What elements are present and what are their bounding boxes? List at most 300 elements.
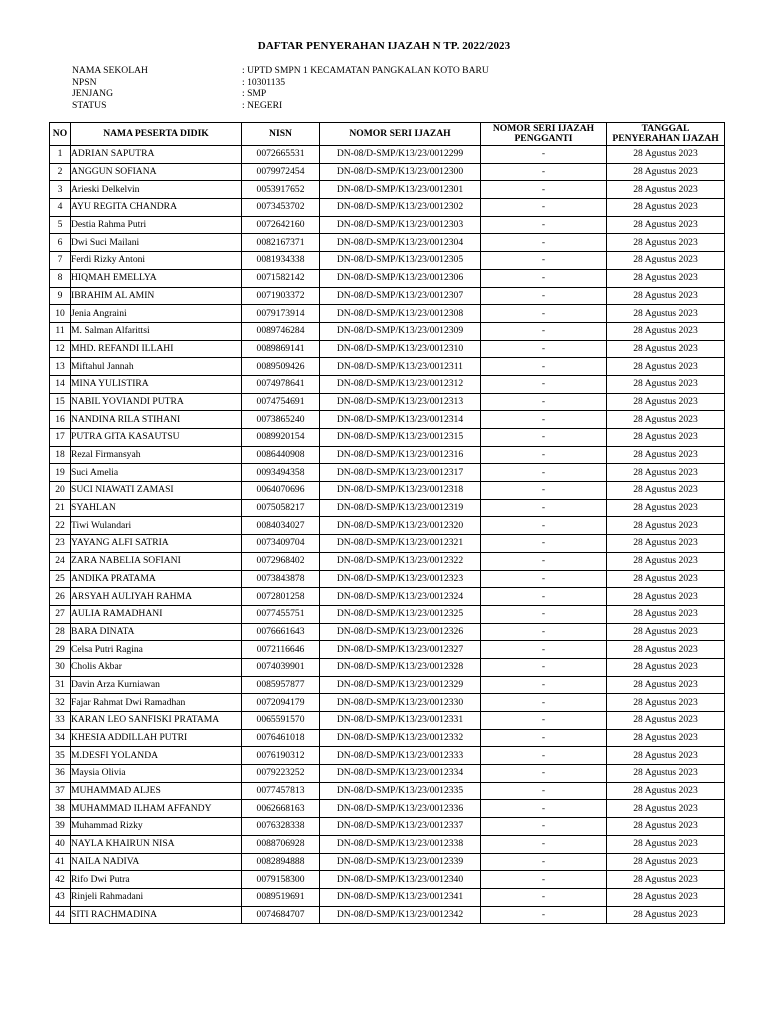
table-row <box>50 269 725 287</box>
table-row <box>50 322 725 340</box>
serial-number: DN-08/D-SMP/K13/23/0012330 <box>320 694 481 712</box>
student-name: Maysia Olivia <box>71 765 242 783</box>
student-name: YAYANG ALFI SATRIA <box>71 535 242 553</box>
handover-date: 28 Agustus 2023 <box>607 623 725 641</box>
nisn-value: 0072094179 <box>242 694 320 712</box>
table-row <box>50 552 725 570</box>
handover-date: 28 Agustus 2023 <box>607 871 725 889</box>
nisn-value: 0065591570 <box>242 712 320 730</box>
nisn-value: 0079158300 <box>242 871 320 889</box>
table-row <box>50 747 725 765</box>
serial-number: DN-08/D-SMP/K13/23/0012317 <box>320 464 481 482</box>
serial-number: DN-08/D-SMP/K13/23/0012342 <box>320 906 481 924</box>
row-number: 13 <box>50 358 71 376</box>
nisn-value: 0081934338 <box>242 252 320 270</box>
handover-date: 28 Agustus 2023 <box>607 199 725 217</box>
replacement-serial: - <box>481 800 607 818</box>
diploma-table <box>49 122 725 924</box>
serial-number: DN-08/D-SMP/K13/23/0012338 <box>320 835 481 853</box>
nisn-value: 0073453702 <box>242 199 320 217</box>
row-number: 35 <box>50 747 71 765</box>
serial-number: DN-08/D-SMP/K13/23/0012312 <box>320 375 481 393</box>
replacement-serial: - <box>481 782 607 800</box>
replacement-serial: - <box>481 181 607 199</box>
replacement-serial: - <box>481 818 607 836</box>
handover-date: 28 Agustus 2023 <box>607 676 725 694</box>
student-name: Celsa Putri Ragina <box>71 641 242 659</box>
serial-number: DN-08/D-SMP/K13/23/0012336 <box>320 800 481 818</box>
handover-date: 28 Agustus 2023 <box>607 163 725 181</box>
handover-date: 28 Agustus 2023 <box>607 712 725 730</box>
student-name: Cholis Akbar <box>71 658 242 676</box>
serial-number: DN-08/D-SMP/K13/23/0012328 <box>320 658 481 676</box>
student-name: NANDINA RILA STIHANI <box>71 411 242 429</box>
handover-date: 28 Agustus 2023 <box>607 782 725 800</box>
table-row <box>50 340 725 358</box>
table-row <box>50 411 725 429</box>
handover-date: 28 Agustus 2023 <box>607 146 725 164</box>
row-number: 41 <box>50 853 71 871</box>
handover-date: 28 Agustus 2023 <box>607 499 725 517</box>
nisn-value: 0072968402 <box>242 552 320 570</box>
row-number: 21 <box>50 499 71 517</box>
row-number: 15 <box>50 393 71 411</box>
student-name: Jenia Angraini <box>71 305 242 323</box>
table-row <box>50 800 725 818</box>
table-row <box>50 605 725 623</box>
serial-number: DN-08/D-SMP/K13/23/0012315 <box>320 429 481 447</box>
nisn-value: 0076661643 <box>242 623 320 641</box>
table-row <box>50 252 725 270</box>
handover-date: 28 Agustus 2023 <box>607 287 725 305</box>
row-number: 27 <box>50 605 71 623</box>
handover-date: 28 Agustus 2023 <box>607 800 725 818</box>
replacement-serial: - <box>481 269 607 287</box>
nisn-value: 0089519691 <box>242 888 320 906</box>
serial-number: DN-08/D-SMP/K13/23/0012324 <box>320 588 481 606</box>
replacement-serial: - <box>481 429 607 447</box>
nisn-value: 0062668163 <box>242 800 320 818</box>
serial-number: DN-08/D-SMP/K13/23/0012322 <box>320 552 481 570</box>
row-number: 42 <box>50 871 71 889</box>
handover-date: 28 Agustus 2023 <box>607 446 725 464</box>
student-name: ZARA NABELIA SOFIANI <box>71 552 242 570</box>
student-name: MUHAMMAD ALJES <box>71 782 242 800</box>
nisn-value: 0076461018 <box>242 729 320 747</box>
replacement-serial: - <box>481 694 607 712</box>
serial-number: DN-08/D-SMP/K13/23/0012318 <box>320 482 481 500</box>
handover-date: 28 Agustus 2023 <box>607 429 725 447</box>
handover-date: 28 Agustus 2023 <box>607 322 725 340</box>
status-label: STATUS <box>72 99 107 111</box>
serial-number: DN-08/D-SMP/K13/23/0012313 <box>320 393 481 411</box>
table-row <box>50 782 725 800</box>
serial-number: DN-08/D-SMP/K13/23/0012337 <box>320 818 481 836</box>
nisn-value: 0072116646 <box>242 641 320 659</box>
nisn-value: 0076328338 <box>242 818 320 836</box>
student-name: ANDIKA PRATAMA <box>71 570 242 588</box>
student-name: Davin Arza Kurniawan <box>71 676 242 694</box>
serial-number: DN-08/D-SMP/K13/23/0012307 <box>320 287 481 305</box>
replacement-serial: - <box>481 588 607 606</box>
row-number: 12 <box>50 340 71 358</box>
serial-number: DN-08/D-SMP/K13/23/0012320 <box>320 517 481 535</box>
nisn-value: 0086440908 <box>242 446 320 464</box>
nisn-value: 0089746284 <box>242 322 320 340</box>
replacement-serial: - <box>481 411 607 429</box>
row-number: 32 <box>50 694 71 712</box>
replacement-serial: - <box>481 446 607 464</box>
replacement-serial: - <box>481 835 607 853</box>
table-row <box>50 234 725 252</box>
replacement-serial: - <box>481 552 607 570</box>
student-name: ANGGUN SOFIANA <box>71 163 242 181</box>
row-number: 25 <box>50 570 71 588</box>
handover-date: 28 Agustus 2023 <box>607 181 725 199</box>
handover-date: 28 Agustus 2023 <box>607 747 725 765</box>
student-name: Arieski Delkelvin <box>71 181 242 199</box>
replacement-serial: - <box>481 729 607 747</box>
serial-number: DN-08/D-SMP/K13/23/0012327 <box>320 641 481 659</box>
header-serial-number: NOMOR SERI IJAZAH <box>320 123 481 146</box>
serial-number: DN-08/D-SMP/K13/23/0012333 <box>320 747 481 765</box>
handover-date: 28 Agustus 2023 <box>607 411 725 429</box>
table-row <box>50 482 725 500</box>
replacement-serial: - <box>481 747 607 765</box>
nisn-value: 0072665531 <box>242 146 320 164</box>
handover-date: 28 Agustus 2023 <box>607 888 725 906</box>
student-name: NABIL YOVIANDI PUTRA <box>71 393 242 411</box>
serial-number: DN-08/D-SMP/K13/23/0012325 <box>320 605 481 623</box>
student-name: IBRAHIM AL AMIN <box>71 287 242 305</box>
header-nisn: NISN <box>242 123 320 146</box>
row-number: 40 <box>50 835 71 853</box>
row-number: 37 <box>50 782 71 800</box>
table-row <box>50 588 725 606</box>
table-row <box>50 287 725 305</box>
serial-number: DN-08/D-SMP/K13/23/0012323 <box>320 570 481 588</box>
handover-date: 28 Agustus 2023 <box>607 517 725 535</box>
row-number: 14 <box>50 375 71 393</box>
replacement-serial: - <box>481 287 607 305</box>
npsn-row <box>72 77 489 89</box>
serial-number: DN-08/D-SMP/K13/23/0012319 <box>320 499 481 517</box>
row-number: 28 <box>50 623 71 641</box>
nisn-value: 0075058217 <box>242 499 320 517</box>
student-name: Destia Rahma Putri <box>71 216 242 234</box>
serial-number: DN-08/D-SMP/K13/23/0012302 <box>320 199 481 217</box>
status-value: : NEGERI <box>242 99 283 111</box>
handover-date: 28 Agustus 2023 <box>607 252 725 270</box>
nisn-value: 0072642160 <box>242 216 320 234</box>
nisn-value: 0071903372 <box>242 287 320 305</box>
table-row <box>50 570 725 588</box>
serial-number: DN-08/D-SMP/K13/23/0012306 <box>320 269 481 287</box>
row-number: 4 <box>50 199 71 217</box>
nisn-value: 0073865240 <box>242 411 320 429</box>
table-row <box>50 305 725 323</box>
serial-number: DN-08/D-SMP/K13/23/0012329 <box>320 676 481 694</box>
handover-date: 28 Agustus 2023 <box>607 305 725 323</box>
school-name-row <box>72 65 489 77</box>
replacement-serial: - <box>481 393 607 411</box>
handover-date: 28 Agustus 2023 <box>607 535 725 553</box>
nisn-value: 0074684707 <box>242 906 320 924</box>
row-number: 26 <box>50 588 71 606</box>
row-number: 38 <box>50 800 71 818</box>
table-row <box>50 818 725 836</box>
student-name: Suci Amelia <box>71 464 242 482</box>
row-number: 39 <box>50 818 71 836</box>
table-row <box>50 517 725 535</box>
replacement-serial: - <box>481 482 607 500</box>
serial-number: DN-08/D-SMP/K13/23/0012341 <box>320 888 481 906</box>
student-name: KARAN LEO SANFISKI PRATAMA <box>71 712 242 730</box>
replacement-serial: - <box>481 765 607 783</box>
nisn-value: 0064070696 <box>242 482 320 500</box>
row-number: 34 <box>50 729 71 747</box>
student-name: HIQMAH EMELLYA <box>71 269 242 287</box>
replacement-serial: - <box>481 888 607 906</box>
serial-number: DN-08/D-SMP/K13/23/0012303 <box>320 216 481 234</box>
table-row <box>50 835 725 853</box>
student-name: Rifo Dwi Putra <box>71 871 242 889</box>
serial-number: DN-08/D-SMP/K13/23/0012309 <box>320 322 481 340</box>
school-name-label: NAMA SEKOLAH <box>72 65 148 76</box>
row-number: 19 <box>50 464 71 482</box>
serial-number: DN-08/D-SMP/K13/23/0012326 <box>320 623 481 641</box>
level-row <box>72 88 489 100</box>
row-number: 11 <box>50 322 71 340</box>
handover-date: 28 Agustus 2023 <box>607 393 725 411</box>
nisn-value: 0088706928 <box>242 835 320 853</box>
student-name: Rezal Firmansyah <box>71 446 242 464</box>
student-name: NAYLA KHAIRUN NISA <box>71 835 242 853</box>
nisn-value: 0082894888 <box>242 853 320 871</box>
row-number: 10 <box>50 305 71 323</box>
table-row <box>50 216 725 234</box>
handover-date: 28 Agustus 2023 <box>607 269 725 287</box>
nisn-value: 0085957877 <box>242 676 320 694</box>
student-name: BARA DINATA <box>71 623 242 641</box>
handover-date: 28 Agustus 2023 <box>607 464 725 482</box>
row-number: 3 <box>50 181 71 199</box>
level-label: JENJANG <box>72 88 114 100</box>
row-number: 16 <box>50 411 71 429</box>
replacement-serial: - <box>481 499 607 517</box>
nisn-value: 0071582142 <box>242 269 320 287</box>
nisn-value: 0084034027 <box>242 517 320 535</box>
replacement-serial: - <box>481 605 607 623</box>
handover-date: 28 Agustus 2023 <box>607 216 725 234</box>
table-row <box>50 853 725 871</box>
student-name: PUTRA GITA KASAUTSU <box>71 429 242 447</box>
table-row <box>50 658 725 676</box>
student-name: MHD. REFANDI ILLAHI <box>71 340 242 358</box>
table-body <box>50 146 725 924</box>
replacement-serial: - <box>481 906 607 924</box>
handover-date: 28 Agustus 2023 <box>607 375 725 393</box>
nisn-value: 0073409704 <box>242 535 320 553</box>
serial-number: DN-08/D-SMP/K13/23/0012335 <box>320 782 481 800</box>
student-name: M.DESFI YOLANDA <box>71 747 242 765</box>
replacement-serial: - <box>481 234 607 252</box>
row-number: 29 <box>50 641 71 659</box>
handover-date: 28 Agustus 2023 <box>607 340 725 358</box>
serial-number: DN-08/D-SMP/K13/23/0012339 <box>320 853 481 871</box>
table-row <box>50 676 725 694</box>
nisn-value: 0077457813 <box>242 782 320 800</box>
handover-date: 28 Agustus 2023 <box>607 605 725 623</box>
serial-number: DN-08/D-SMP/K13/23/0012332 <box>320 729 481 747</box>
serial-number: DN-08/D-SMP/K13/23/0012331 <box>320 712 481 730</box>
student-name: KHESIA ADDILLAH PUTRI <box>71 729 242 747</box>
replacement-serial: - <box>481 641 607 659</box>
status-row <box>72 100 489 112</box>
student-name: SUCI NIAWATI ZAMASI <box>71 482 242 500</box>
table-row <box>50 358 725 376</box>
handover-date: 28 Agustus 2023 <box>607 641 725 659</box>
student-name: ADRIAN SAPUTRA <box>71 146 242 164</box>
handover-date: 28 Agustus 2023 <box>607 588 725 606</box>
row-number: 9 <box>50 287 71 305</box>
replacement-serial: - <box>481 535 607 553</box>
replacement-serial: - <box>481 199 607 217</box>
npsn-value: : 10301135 <box>242 76 286 88</box>
replacement-serial: - <box>481 658 607 676</box>
handover-date: 28 Agustus 2023 <box>607 694 725 712</box>
handover-date: 28 Agustus 2023 <box>607 358 725 376</box>
serial-number: DN-08/D-SMP/K13/23/0012310 <box>320 340 481 358</box>
header-student-name: NAMA PESERTA DIDIK <box>71 123 242 146</box>
replacement-serial: - <box>481 871 607 889</box>
serial-number: DN-08/D-SMP/K13/23/0012311 <box>320 358 481 376</box>
handover-date: 28 Agustus 2023 <box>607 818 725 836</box>
student-name: Ferdi Rizky Antoni <box>71 252 242 270</box>
handover-date: 28 Agustus 2023 <box>607 482 725 500</box>
replacement-serial: - <box>481 322 607 340</box>
serial-number: DN-08/D-SMP/K13/23/0012300 <box>320 163 481 181</box>
table-row <box>50 712 725 730</box>
serial-number: DN-08/D-SMP/K13/23/0012301 <box>320 181 481 199</box>
nisn-value: 0074039901 <box>242 658 320 676</box>
row-number: 7 <box>50 252 71 270</box>
replacement-serial: - <box>481 375 607 393</box>
table-row <box>50 163 725 181</box>
serial-number: DN-08/D-SMP/K13/23/0012321 <box>320 535 481 553</box>
row-number: 6 <box>50 234 71 252</box>
level-value: : SMP <box>242 88 267 100</box>
nisn-value: 0079223252 <box>242 765 320 783</box>
row-number: 18 <box>50 446 71 464</box>
serial-number: DN-08/D-SMP/K13/23/0012299 <box>320 146 481 164</box>
student-name: AULIA RAMADHANI <box>71 605 242 623</box>
nisn-value: 0089869141 <box>242 340 320 358</box>
school-info <box>72 65 489 111</box>
student-name: Muhammad Rizky <box>71 818 242 836</box>
serial-number: DN-08/D-SMP/K13/23/0012334 <box>320 765 481 783</box>
table-row <box>50 623 725 641</box>
nisn-value: 0072801258 <box>242 588 320 606</box>
table-row <box>50 535 725 553</box>
nisn-value: 0077455751 <box>242 605 320 623</box>
student-name: MUHAMMAD ILHAM AFFANDY <box>71 800 242 818</box>
student-name: AYU REGITA CHANDRA <box>71 199 242 217</box>
replacement-serial: - <box>481 517 607 535</box>
row-number: 44 <box>50 906 71 924</box>
table-row <box>50 446 725 464</box>
row-number: 2 <box>50 163 71 181</box>
serial-number: DN-08/D-SMP/K13/23/0012314 <box>320 411 481 429</box>
table-row <box>50 146 725 164</box>
replacement-serial: - <box>481 146 607 164</box>
table-row <box>50 375 725 393</box>
nisn-value: 0053917652 <box>242 181 320 199</box>
row-number: 1 <box>50 146 71 164</box>
serial-number: DN-08/D-SMP/K13/23/0012340 <box>320 871 481 889</box>
handover-date: 28 Agustus 2023 <box>607 658 725 676</box>
table-row <box>50 694 725 712</box>
school-name-value: : UPTD SMPN 1 KECAMATAN PANGKALAN KOTO BARU <box>242 65 489 76</box>
replacement-serial: - <box>481 358 607 376</box>
replacement-serial: - <box>481 464 607 482</box>
nisn-value: 0082167371 <box>242 234 320 252</box>
table-row <box>50 393 725 411</box>
student-name: M. Salman Alfarittsi <box>71 322 242 340</box>
nisn-value: 0079173914 <box>242 305 320 323</box>
replacement-serial: - <box>481 340 607 358</box>
row-number: 20 <box>50 482 71 500</box>
npsn-label: NPSN <box>72 76 97 88</box>
replacement-serial: - <box>481 305 607 323</box>
row-number: 23 <box>50 535 71 553</box>
nisn-value: 0093494358 <box>242 464 320 482</box>
nisn-value: 0076190312 <box>242 747 320 765</box>
student-name: NAILA NADIVA <box>71 853 242 871</box>
student-name: Rinjeli Rahmadani <box>71 888 242 906</box>
table-header-row <box>50 123 725 146</box>
replacement-serial: - <box>481 252 607 270</box>
row-number: 17 <box>50 429 71 447</box>
replacement-serial: - <box>481 570 607 588</box>
handover-date: 28 Agustus 2023 <box>607 765 725 783</box>
handover-date: 28 Agustus 2023 <box>607 906 725 924</box>
replacement-serial: - <box>481 623 607 641</box>
replacement-serial: - <box>481 853 607 871</box>
handover-date: 28 Agustus 2023 <box>607 552 725 570</box>
replacement-serial: - <box>481 712 607 730</box>
row-number: 5 <box>50 216 71 234</box>
nisn-value: 0079972454 <box>242 163 320 181</box>
table-row <box>50 181 725 199</box>
student-name: SITI RACHMADINA <box>71 906 242 924</box>
table-row <box>50 729 725 747</box>
row-number: 30 <box>50 658 71 676</box>
header-no: NO <box>50 123 71 146</box>
serial-number: DN-08/D-SMP/K13/23/0012308 <box>320 305 481 323</box>
handover-date: 28 Agustus 2023 <box>607 835 725 853</box>
row-number: 31 <box>50 676 71 694</box>
student-name: SYAHLAN <box>71 499 242 517</box>
nisn-value: 0089509426 <box>242 358 320 376</box>
handover-date: 28 Agustus 2023 <box>607 234 725 252</box>
table-row <box>50 641 725 659</box>
document-title: DAFTAR PENYERAHAN IJAZAH N TP. 2022/2023 <box>257 40 511 52</box>
header-handover-date: TANGGAL PENYERAHAN IJAZAH <box>607 123 725 146</box>
row-number: 43 <box>50 888 71 906</box>
serial-number: DN-08/D-SMP/K13/23/0012305 <box>320 252 481 270</box>
header-replacement-serial: NOMOR SERI IJAZAH PENGGANTI <box>481 123 607 146</box>
